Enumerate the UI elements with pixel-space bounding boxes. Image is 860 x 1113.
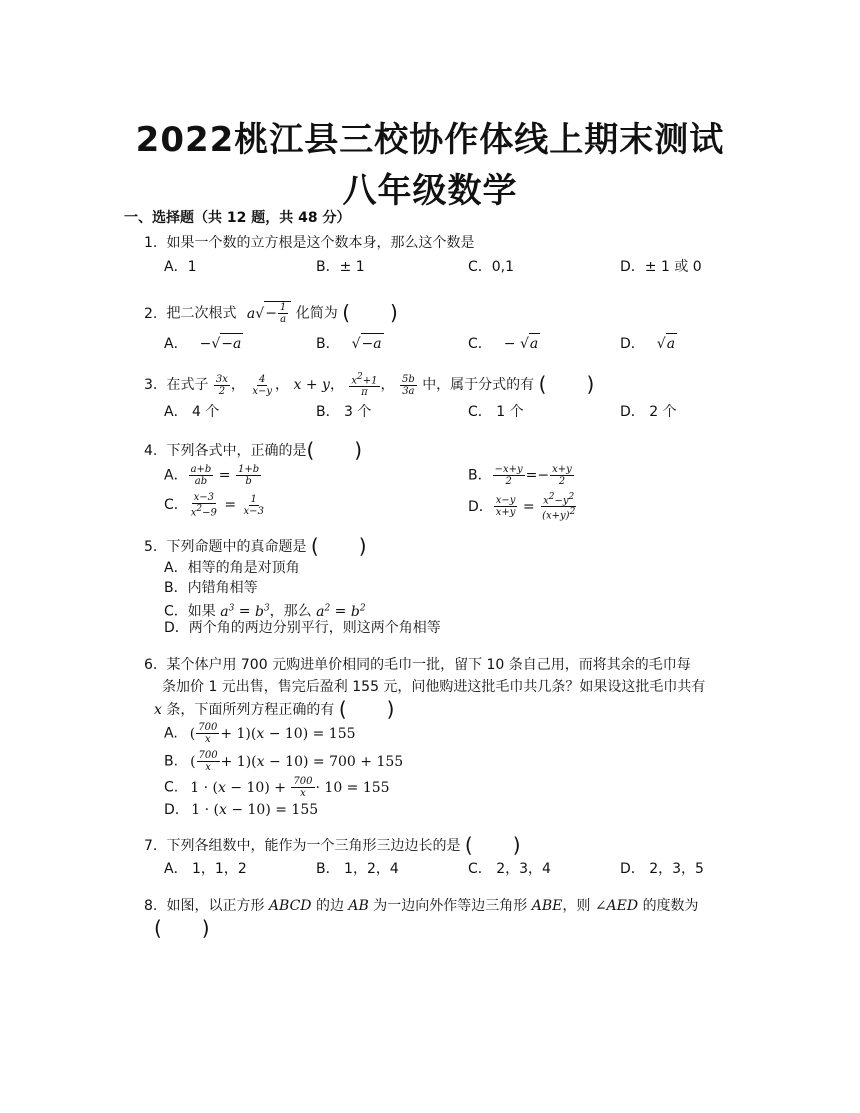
q5-option-c: C．如果 $a^3 = b^3$，那么 $a^2 = b^2$ (164, 603, 366, 620)
section-heading: 一、选择题（共 12 题，共 48 分） (124, 210, 351, 226)
question-3: 3. 在式子 $\frac{3x}{2}$ ， $\frac{4}{x-y}$ ， x + y， $\frac{x^2+1}{\pi}$ ， $\frac{5b}{3a}$ 中，属于分式的有 ( ) (144, 372, 595, 399)
q2-option-c: C． − √a (468, 333, 540, 354)
q3-option-b: B． 3 个 (316, 404, 372, 420)
question-stem: 下列各组数中，能作为一个三角形三边边长的是 (166, 838, 461, 854)
question-number: 1. (144, 235, 158, 251)
question-number: 8. (144, 898, 158, 914)
q8-answer-paren: ( ) (154, 916, 210, 940)
question-stem: 某个体户用 700 元购进单价相同的毛巾一批，留下 10 条自己用，而将其余的毛巾每 (166, 657, 691, 673)
q5-option-b: B．内错角相等 (164, 580, 258, 596)
question-4 (144, 439, 362, 462)
question-stem: 如果一个数的立方根是这个数本身，那么这个数是 (166, 235, 475, 251)
q7-option-c: C． 2，3，4 (468, 861, 551, 877)
question-8: 8. 如图，以正方形 ABCD 的边 AB 为一边向外作等边三角形 ABE，则 ∠AED 的度数为 (144, 895, 699, 917)
fraction-x2-plus1-over-pi: $\frac{x^2+1}{\pi}$ (351, 372, 378, 399)
q7-option-d: D． 2，3，5 (620, 861, 704, 877)
question-number: 7. (144, 838, 158, 854)
question-stem: 下列命题中的真命题是 (166, 539, 307, 555)
q2-option-a: A． −√−a (164, 333, 243, 354)
q3-option-a: A． 4 个 (164, 404, 220, 420)
question-number: 2. (144, 305, 158, 322)
q3-option-d: D． 2 个 (620, 404, 677, 420)
question-number: 4. (144, 443, 158, 459)
q5-option-a: A．相等的角是对顶角 (164, 560, 300, 576)
math-expression: a√− $\frac{1}{a}$ (247, 306, 291, 322)
exam-subtitle: 八年级数学 (342, 171, 518, 211)
q1-option-b: B．± 1 (316, 259, 365, 275)
question-stem-suffix: 中，属于分式的有 (422, 377, 535, 394)
q6-option-b: B. ( $\frac{700}{x}$ + 1)(x − 10) = 700 + 155 (164, 750, 404, 773)
q4-option-c: C． $\frac{x-3}{x^2-9}$ = $\frac{1}{x-3}$ (164, 492, 264, 519)
q1-option-a: A．1 (164, 259, 197, 275)
q2-option-b: B． √−a (316, 333, 384, 354)
q5-option-d: D．两个角的两边分别平行，则这两个角相等 (164, 620, 441, 636)
fraction-4-over-x-y: $\frac{4}{x-y}$ (252, 373, 273, 397)
fraction-5b-over-3a: $\frac{5b}{3a}$ (401, 373, 415, 397)
q2-option-d: D． √a (620, 333, 677, 354)
question-2 (144, 301, 398, 325)
answer-paren: ( ) (464, 833, 521, 857)
answer-paren: ( ) (338, 697, 395, 721)
question-1 (144, 232, 474, 254)
q6-option-d: D. 1 · (x − 10) = 155 (164, 802, 319, 818)
answer-paren: ( ) (310, 534, 367, 558)
q4-option-b: B． $\frac{-x+y}{2}$ =− $\frac{x+y}{2}$ (468, 464, 572, 487)
question-6-line1 (144, 654, 691, 676)
question-stem-prefix: 在式子 (166, 377, 209, 394)
question-stem-prefix: 把二次根式 (166, 305, 237, 322)
q7-option-a: A． 1，1，2 (164, 861, 247, 877)
question-7 (144, 834, 521, 857)
expr-x-plus-y: x + y (293, 377, 330, 394)
answer-paren: ( ) (538, 372, 595, 397)
q4-option-a: A． $\frac{a+b}{ab}$ = $\frac{1+b}{b}$ (164, 464, 260, 487)
q1-option-c: C．0,1 (468, 259, 515, 275)
q3-option-c: C． 1 个 (468, 404, 524, 420)
answer-paren: ( ) (306, 438, 363, 462)
question-stem: 下列各式中，正确的是 (166, 443, 307, 459)
question-5 (144, 535, 367, 558)
fraction-3x-over-2: $\frac{3x}{2}$ (215, 373, 228, 397)
q4-option-d: D． $\frac{x-y}{x+y}$ = $\frac{x^2-y^2}{(x+y)^2}$ (468, 492, 576, 522)
exam-title: 2022桃江县三校协作体线上期末测试 (135, 120, 725, 160)
question-number: 6. (144, 657, 158, 673)
question-number: 5. (144, 539, 158, 555)
q1-option-d: D．± 1 或 0 (620, 259, 702, 275)
q6-option-c: C. 1 · (x − 10) + $\frac{700}{x}$ · 10 = 155 (164, 776, 390, 799)
q7-option-b: B． 1，2，4 (316, 861, 399, 877)
question-6-line3: x 条，下面所列方程正确的有 ( ) (154, 697, 395, 721)
question-6-line2: 条加价 1 元出售，售完后盈利 155 元，问他购进这批毛巾共几条？如果设这批毛巾共有 (162, 679, 706, 695)
answer-paren: ( ) (342, 300, 398, 325)
q6-option-a: A. ( $\frac{700}{x}$ + 1)(x − 10) = 155 (164, 722, 356, 745)
question-number: 3. (144, 377, 158, 394)
question-stem-suffix: 化简为 (295, 305, 338, 322)
